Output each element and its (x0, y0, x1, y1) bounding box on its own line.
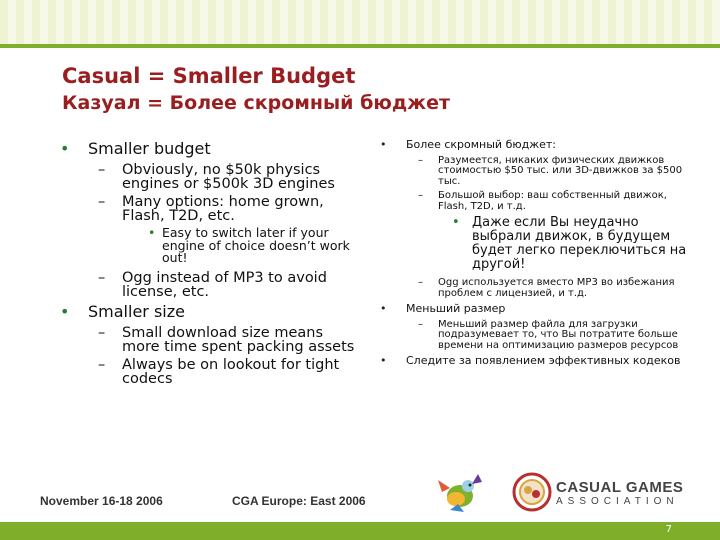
bullet-item-level-3 (380, 216, 698, 272)
bullet-text: Разумеется, никаких физических движков стоимостью $50 тыс. или 3D-движков за $500 тыс. (438, 154, 683, 187)
right-bullet-list (380, 139, 698, 372)
dash-bullet-icon: – (418, 154, 423, 166)
dot-bullet-icon: • (380, 302, 387, 315)
header-stripe (0, 0, 720, 44)
bullet-text: Easy to switch later if your engine of choice doesn’t work out! (162, 225, 350, 265)
footer-date: November 16-18 2006 (40, 494, 163, 508)
footer-bar (0, 522, 720, 540)
left-bullet-list (60, 140, 360, 390)
bullet-item-level-1 (380, 139, 698, 151)
bullet-text: Следите за появлением эффективных кодеков (406, 354, 681, 367)
slide-title-en: Casual = Smaller Budget (62, 64, 356, 88)
header-bar (0, 44, 720, 48)
bullet-text: Smaller size (88, 301, 185, 321)
bullet-item-level-1 (60, 140, 360, 157)
bullet-text: Даже если Вы неудачно выбрали движок, в будущем будет легко переключиться на другой! (472, 215, 687, 272)
brand-line-2: ASSOCIATION (556, 496, 679, 507)
dash-bullet-icon: – (418, 190, 423, 201)
dot-bullet-icon: • (60, 139, 70, 158)
bullet-item-level-2 (60, 271, 360, 299)
bullet-item-level-2 (380, 320, 698, 352)
bullet-text: Small download size means more time spent packing assets (122, 324, 355, 355)
bullet-text: Меньший размер файла для загрузки подразумевает то, что Вы потратите больше времени на оптимизацию размеров ресурсов (438, 318, 679, 351)
dash-bullet-icon: – (418, 318, 423, 330)
slide-title-ru: Казуал = Более скромный бюджет (62, 92, 450, 114)
footer-event: CGA Europe: East 2006 (232, 494, 366, 508)
dash-bullet-icon: – (98, 324, 106, 341)
bullet-item-level-2 (380, 156, 698, 188)
dot-bullet-icon: • (60, 301, 70, 321)
bullet-text: Меньший размер (406, 302, 506, 315)
bullet-text: Ogg instead of MP3 to avoid license, etc. (122, 269, 327, 300)
bullet-text: Ogg используется вместо MP3 во избежания проблем с лицензией, и т.д. (438, 277, 675, 299)
dot-bullet-icon: • (380, 138, 387, 151)
bird-logo-icon (430, 466, 490, 518)
bullet-item-level-2 (60, 163, 360, 191)
cga-brand-text (556, 480, 683, 509)
cga-emblem-icon (512, 472, 552, 512)
brand-line-1: CASUAL GAMES (556, 479, 684, 496)
dash-bullet-icon: – (98, 269, 106, 286)
bullet-text: Many options: home grown, Flash, T2D, etc. (122, 194, 324, 224)
bullet-text: Более скромный бюджет: (406, 138, 557, 151)
dot-bullet-icon: • (380, 354, 387, 367)
dash-bullet-icon: – (98, 194, 106, 210)
bullet-item-level-1 (60, 303, 360, 320)
bullet-item-level-1 (380, 355, 698, 367)
bullet-text: Obviously, no $50k physics engines or $500k 3D engines (122, 162, 335, 192)
bullet-item-level-3 (60, 227, 360, 265)
bullet-text: Большой выбор: ваш собственный движок, Flash, T2D, и т.д. (438, 190, 667, 212)
bullet-item-level-1 (380, 303, 698, 315)
bullet-item-level-2 (380, 278, 698, 299)
bullet-text: Smaller budget (88, 139, 211, 158)
dot-bullet-icon: • (148, 225, 156, 240)
bullet-item-level-2 (60, 195, 360, 223)
dot-bullet-icon: • (452, 215, 460, 230)
page-number: 7 (665, 524, 672, 535)
bullet-text: Always be on lookout for tight codecs (122, 356, 340, 387)
bullet-item-level-2 (60, 326, 360, 354)
dash-bullet-icon: – (98, 356, 106, 373)
bullet-item-level-2 (60, 358, 360, 386)
dash-bullet-icon: – (418, 277, 423, 288)
bullet-item-level-2 (380, 191, 698, 212)
dash-bullet-icon: – (98, 162, 106, 178)
